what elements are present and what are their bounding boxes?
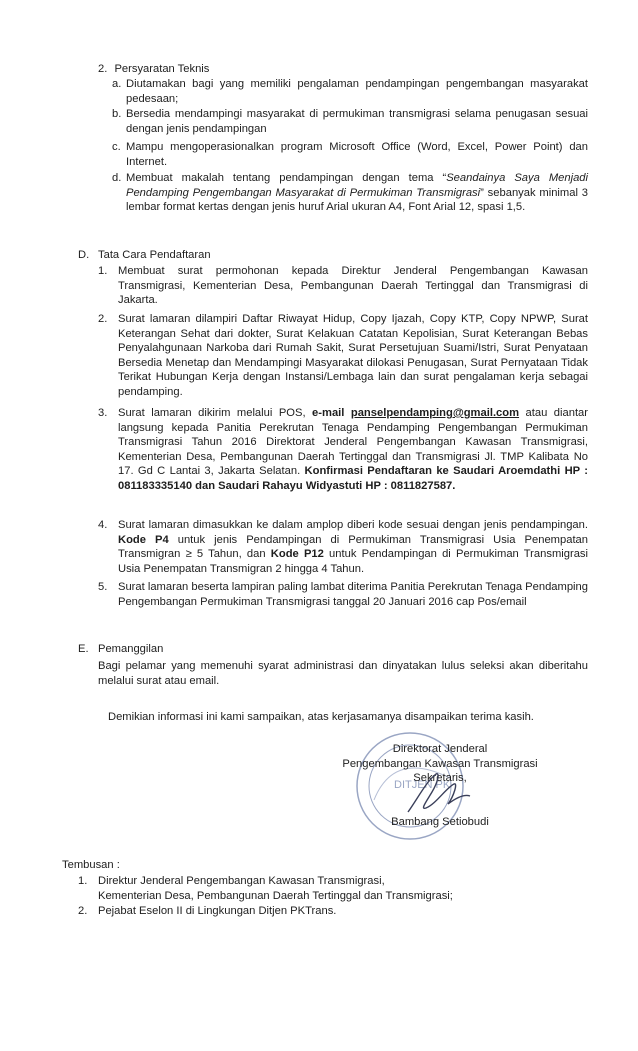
registration-step-4: [98, 518, 588, 578]
list-number: 2.: [78, 905, 88, 917]
cc-item-1: [78, 874, 578, 904]
signatory-office: Direktorat Jenderal: [392, 743, 488, 755]
list-letter: b.: [112, 108, 122, 120]
text-segment: untuk jenis Pendampingan di Permukiman Transmigrasi Usia Penempatan Transmigran ≥ 5 Tahun, dan: [118, 533, 588, 561]
cc-recipient: Kementerian Desa, Pembangunan Daerah Tertinggal dan Transmigrasi;: [98, 890, 453, 902]
requirement-b: [112, 107, 588, 137]
text-segment: Surat lamaran dimasukkan ke dalam amplop diberi kode sesuai dengan jenis pendampingan.: [118, 519, 588, 531]
requirement-a: [112, 77, 588, 107]
contact-confirmation: Konfirmasi Pendaftaran ke Saudari Aroemdathi HP : 081183335140 dan Saudari Rahayu Widyastuti HP : 0811827587.: [118, 465, 588, 492]
section-letter: E.: [78, 643, 89, 655]
email-link[interactable]: panselpendamping@gmail.com: [350, 407, 520, 419]
requirement-text: Bersedia mendampingi masyarakat di permukiman transmigrasi selama penugasan sesuai dengan jenis pendampingan: [126, 108, 588, 135]
registration-step-1: [98, 264, 588, 309]
requirement-text: [126, 171, 588, 215]
requirement-c: [112, 140, 588, 170]
text-segment: atau diantar langsung kepada Panitia Perekrutan Tenaga Pendamping Pengembangan Permukiman Transmigrasi Tahun 2016 Direktorat Jenderal Pengembangan Kawasan Transmigrasi, Kementerian Desa, Pembangunan Daerah Tertinggal dan Transmigrasi Jl. TMP Kalibata No 17. Gd C Lantai 3, Jakarta Selatan.: [118, 407, 588, 478]
list-number: 4.: [98, 519, 108, 531]
step-text: [118, 518, 588, 576]
section-title: Tata Cara Pendaftaran: [98, 249, 211, 261]
list-number: 1.: [98, 265, 108, 277]
email-label: e-mail: [312, 407, 345, 419]
signatory-title: Sekretaris,: [413, 772, 467, 785]
signatory-directorate: Pengembangan Kawasan Transmigrasi: [342, 757, 538, 770]
list-letter: a.: [112, 78, 122, 90]
registration-step-2: [98, 312, 588, 402]
list-number: 3.: [98, 407, 108, 419]
registration-step-5: [98, 580, 588, 625]
section-letter: D.: [78, 249, 90, 261]
requirement-text: Mampu mengoperasionalkan program Microsoft Office (Word, Excel, Power Point) dan Internet.: [126, 141, 588, 168]
stamp-text: DITJEN PK: [394, 779, 451, 791]
step-text: Surat lamaran dilampiri Daftar Riwayat Hidup, Copy Ijazah, Copy KTP, Copy NPWP, Surat Keterangan Sehat dari dokter, Surat Kelakuan Catatan Kepolisian, Surat Keterangan Bebas Penyalahgunaan Narkoba dari Rumah Sakit, Surat Persetujuan Suami/Istri, Surat Penyataan Bersedia Menetap dan Mendampingi Masyarakat dilokasi Penugasan, Surat Pernyataan Tidak Terikat Hubungan Kerja dengan Instansi/Lembaga lain dan surat pengalaman kerja sebagai pendamping.: [118, 313, 588, 398]
cc-recipient: Pejabat Eselon II di Lingkungan Ditjen PKTrans.: [98, 905, 337, 917]
item-number: 2.: [98, 63, 108, 75]
list-number: 2.: [98, 313, 108, 325]
cc-item-2: [78, 904, 578, 920]
text-segment: Membuat makalah tentang pendampingan dengan tema “: [126, 172, 447, 184]
list-letter: d.: [112, 172, 122, 184]
item-title: Persyaratan Teknis: [114, 63, 210, 75]
section-title: Pemanggilan: [98, 643, 164, 655]
list-number: 5.: [98, 581, 108, 593]
cc-recipient: Direktur Jenderal Pengembangan Kawasan Transmigrasi,: [98, 875, 385, 887]
text-segment: Surat lamaran dikirim melalui POS,: [118, 407, 313, 419]
signatory-name: Bambang Setiobudi: [391, 816, 489, 828]
section-e-text: Bagi pelamar yang memenuhi syarat administrasi dan dinyatakan lulus seleksi akan diberitahu melalui surat atau email.: [98, 660, 588, 687]
essay-theme: Seandainya Saya Menjadi Pendamping Pengembangan Masyarakat di Permukiman Transmigrasi: [126, 172, 588, 199]
section-e-heading: [78, 642, 578, 657]
closing-statement: Demikian informasi ini kami sampaikan, atas kerjasamanya disampaikan terima kasih.: [108, 711, 534, 723]
code-p12: Kode P12: [270, 548, 324, 561]
requirements-technical: [98, 62, 588, 77]
cc-label: Tembusan :: [62, 859, 120, 871]
step-text: Membuat surat permohonan kepada Direktur Jenderal Pengembangan Kawasan Transmigrasi, Kementerian Desa, Pembangunan Daerah Tertinggal dan Transmigrasi di Jakarta.: [118, 265, 588, 307]
list-number: 1.: [78, 875, 88, 887]
step-text: Surat lamaran beserta lampiran paling lambat diterima Panitia Perekrutan Tenaga Pendamping Pengembangan Permukiman Transmigrasi tanggal 20 Januari 2016 cap Pos/email: [118, 581, 588, 608]
handwritten-signature: [396, 768, 476, 820]
text-segment: untuk Pendampingan di Permukiman Transmigrasi Usia Penempatan Transmigran 2 hingga 4 Tahun.: [118, 548, 588, 575]
code-p4: Kode P4: [118, 533, 169, 546]
requirement-text: Diutamakan bagi yang memiliki pengalaman pendampingan pengembangan masyarakat pedesaan;: [126, 78, 588, 105]
section-d-heading: [78, 248, 578, 263]
registration-step-3: [98, 406, 588, 514]
text-segment: ” sebanyak minimal 3 lembar format kertas dengan jenis huruf Arial ukuran A4, Font Arial 12, spasi 1,5.: [126, 186, 588, 214]
step-text: [118, 406, 588, 494]
requirement-d: [112, 171, 588, 231]
list-letter: c.: [112, 141, 121, 153]
